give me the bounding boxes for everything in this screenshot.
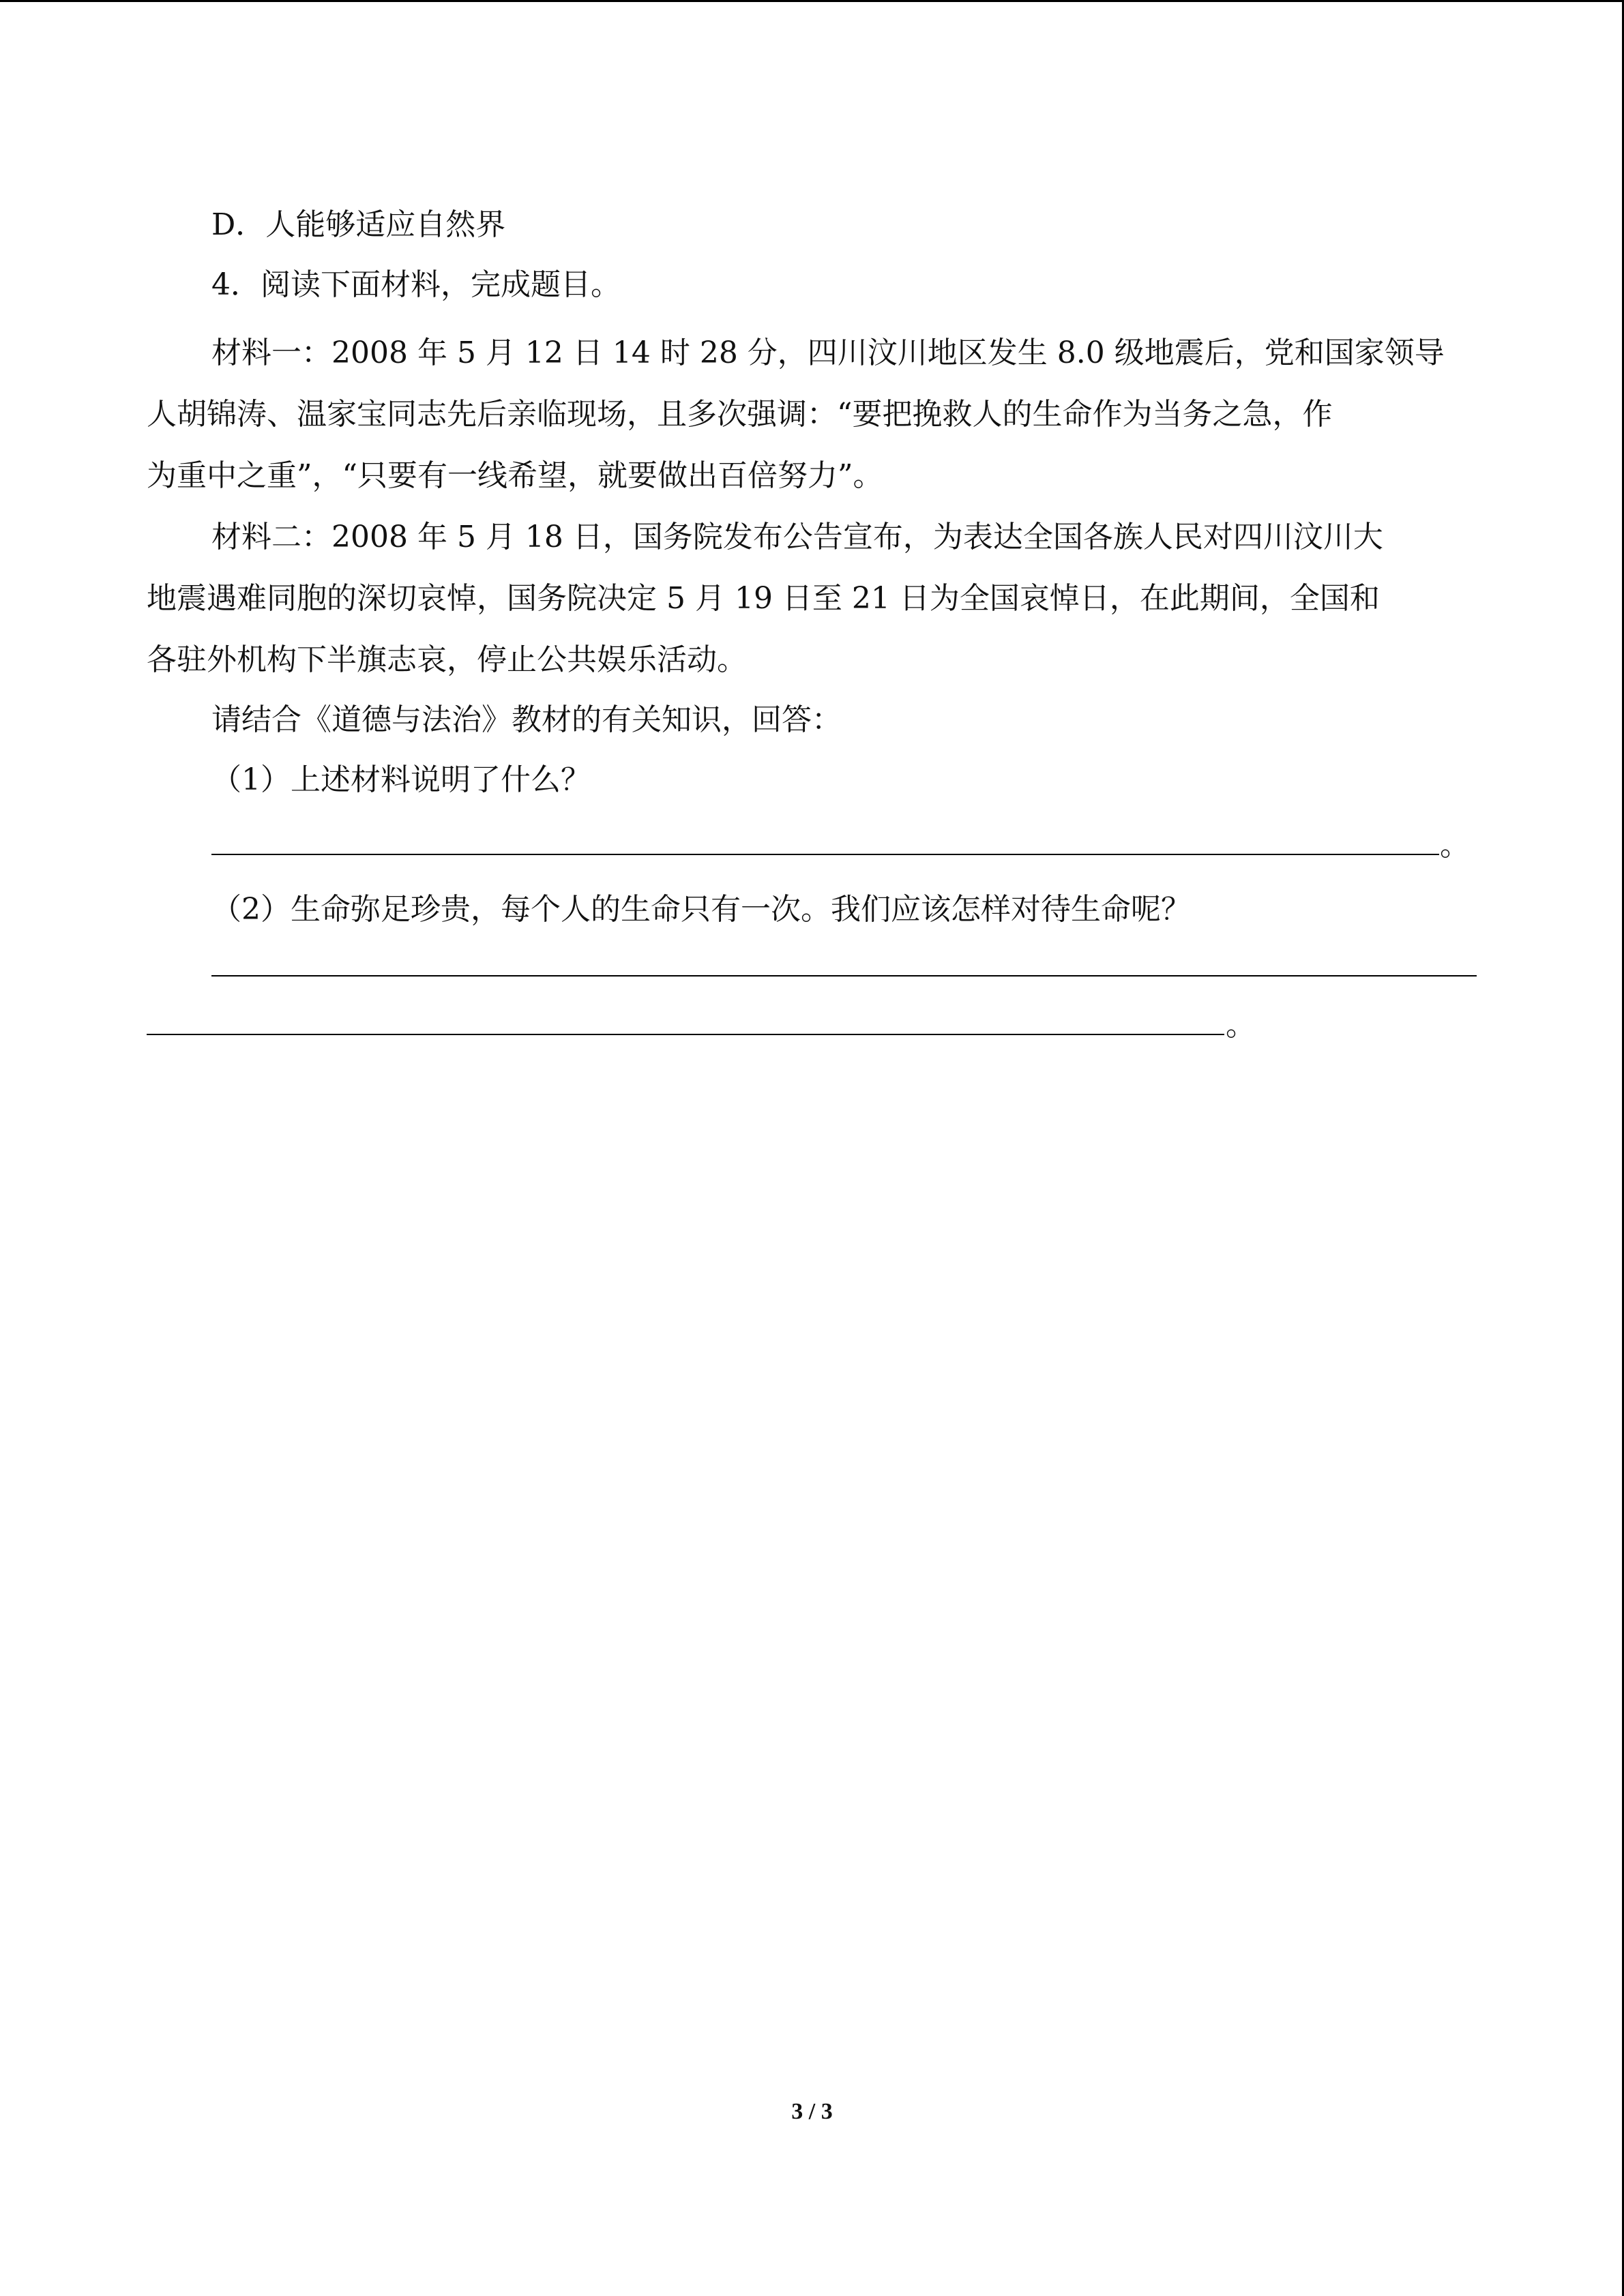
question-4-heading: 4．阅读下面材料，完成题目。	[211, 267, 621, 302]
material-2-line-1: 材料二：2008 年 5 月 18 日，国务院发布公告宣布，为表达全国各族人民对四川汶川大	[211, 520, 1383, 554]
sub-question-2: （2）生命弥足珍贵，每个人的生命只有一次。我们应该怎样对待生命呢？	[211, 892, 1191, 927]
page-border-top	[0, 0, 1624, 2]
answer-line-2a[interactable]	[211, 975, 1477, 976]
answer-line-2b[interactable]	[147, 1034, 1224, 1035]
sub-question-1: （1）上述材料说明了什么？	[211, 762, 591, 797]
material-1-line-1: 材料一：2008 年 5 月 12 日 14 时 28 分，四川汶川地区发生 8.0 级地震后，党和国家领导	[211, 336, 1445, 370]
option-d: D．人能够适应自然界	[211, 207, 506, 242]
answer-2-period: 。	[1226, 1008, 1256, 1043]
answer-1-period: 。	[1440, 828, 1470, 863]
material-2-line-3: 各驻外机构下半旗志哀，停止公共娱乐活动。	[147, 642, 747, 677]
material-1-line-3: 为重中之重”，“只要有一线希望，就要做出百倍努力”。	[147, 458, 883, 493]
answer-line-1[interactable]	[211, 854, 1439, 855]
material-2-line-2: 地震遇难同胞的深切哀悼，国务院决定 5 月 19 日至 21 日为全国哀悼日，在此期间，全国和	[147, 581, 1380, 616]
instruction-text: 请结合《道德与法治》教材的有关知识，回答：	[211, 702, 842, 737]
page-number: 3 / 3	[791, 2099, 833, 2124]
material-1-line-2: 人胡锦涛、温家宝同志先后亲临现场，且多次强调：“要把挽救人的生命作为当务之急，作	[147, 397, 1333, 432]
